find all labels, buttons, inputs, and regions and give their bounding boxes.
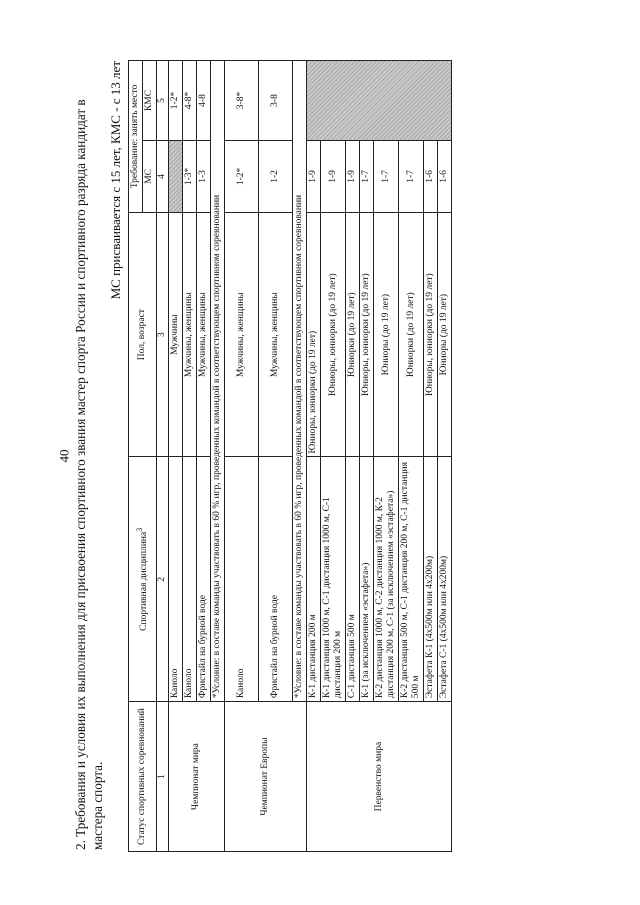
status-european-championship: Чемпионат Европы bbox=[225, 702, 307, 852]
header-status: Статус спортивных соревнований bbox=[129, 702, 157, 852]
table-row: К-1 дистанция 1000 м, С-1 дистанция 1000 м, С-1 дистанция 200 м Юниоры, юниорки (до 19 лет) 1-9 bbox=[321, 61, 346, 852]
rotated-page-content bbox=[72, 57, 612, 862]
header-sex-age: Пол, возраст bbox=[129, 212, 157, 457]
shaded-cell bbox=[307, 61, 452, 141]
table-row: Каноло Мужчины, женщины 1-3* 4-8* bbox=[183, 61, 197, 852]
header-ms: МС bbox=[143, 140, 157, 212]
requirements-table bbox=[128, 60, 452, 852]
table-row: Фристайл на бурной воде Мужчины, женщины 1-3 4-8 bbox=[197, 61, 211, 852]
table-row: Фристайл на бурной воде Мужчины, женщины 1-2 3-8 bbox=[259, 61, 293, 852]
shaded-cell bbox=[169, 140, 183, 212]
table-row: Эстафета С-1 (4х500м или 4х200м) Юниоры (до 19 лет) 1-6 bbox=[438, 61, 452, 852]
status-world-championship: Чемпионат мира bbox=[169, 702, 225, 852]
age-note: МС присваивается с 15 лет, КМС - с 13 лет bbox=[108, 61, 123, 300]
table-row: К-2 дистанция 500 м, С-1 дистанция 200 м, С-1 дистанция 500 м Юниорки (до 19 лет) 1-7 bbox=[399, 61, 424, 852]
header-row bbox=[129, 61, 143, 852]
header-requirement: Требование: занять место bbox=[129, 61, 143, 213]
table-row: Первенство мира К-1 дистанция 200 м Юниоры, юниорки (до 19 лет) 1-9 bbox=[307, 61, 321, 852]
header-kms: КМС bbox=[143, 61, 157, 141]
table-row: К-1 (за исключением «эстафета») Юниоры, юниорки (до 19 лет) 1-7 bbox=[360, 61, 374, 852]
column-numbers-row: 1 2 3 4 5 bbox=[157, 61, 169, 852]
table-row: К-2 дистанция 1000 м, С-2 дистанция 1000 м, К-2 дистанция 200 м, С-1 (за исключением «эстафета») Юниоры (до 19 лет) 1-7 bbox=[374, 61, 399, 852]
page-number: 40 bbox=[56, 449, 72, 463]
header-discipline: Спортивная дисциплина$^3$ bbox=[129, 457, 157, 702]
condition-row: *Условие: в составе команды участвовать в 60 % игр, проведенных командой в соответствующем спортивном соревновании bbox=[293, 61, 307, 852]
condition-row: *Условие: в составе команды участвовать в 60 % игр, проведенных командой в соответствующем спортивном соревновании bbox=[211, 61, 225, 852]
table-row: Чемпионат мира Каноло Мужчины 1-2* bbox=[169, 61, 183, 852]
section-heading: 2. Требования и условия их выполнения для присвоения спортивного звания мастер спорта России и спортивного разряда кандидат в мастера спорта. bbox=[73, 99, 105, 850]
status-world-junior: Первенство мира bbox=[307, 702, 452, 852]
table-row: Чемпионат Европы Каноло Мужчины, женщины 1-2* 3-8* bbox=[225, 61, 259, 852]
table-row: Эстафета К-1 (4х500м или 4х200м) Юниоры, юниорки (до 19 лет) 1-6 bbox=[424, 61, 438, 852]
table-row: С-1 дистанция 500 м Юниорки (до 19 лет) 1-9 bbox=[346, 61, 360, 852]
